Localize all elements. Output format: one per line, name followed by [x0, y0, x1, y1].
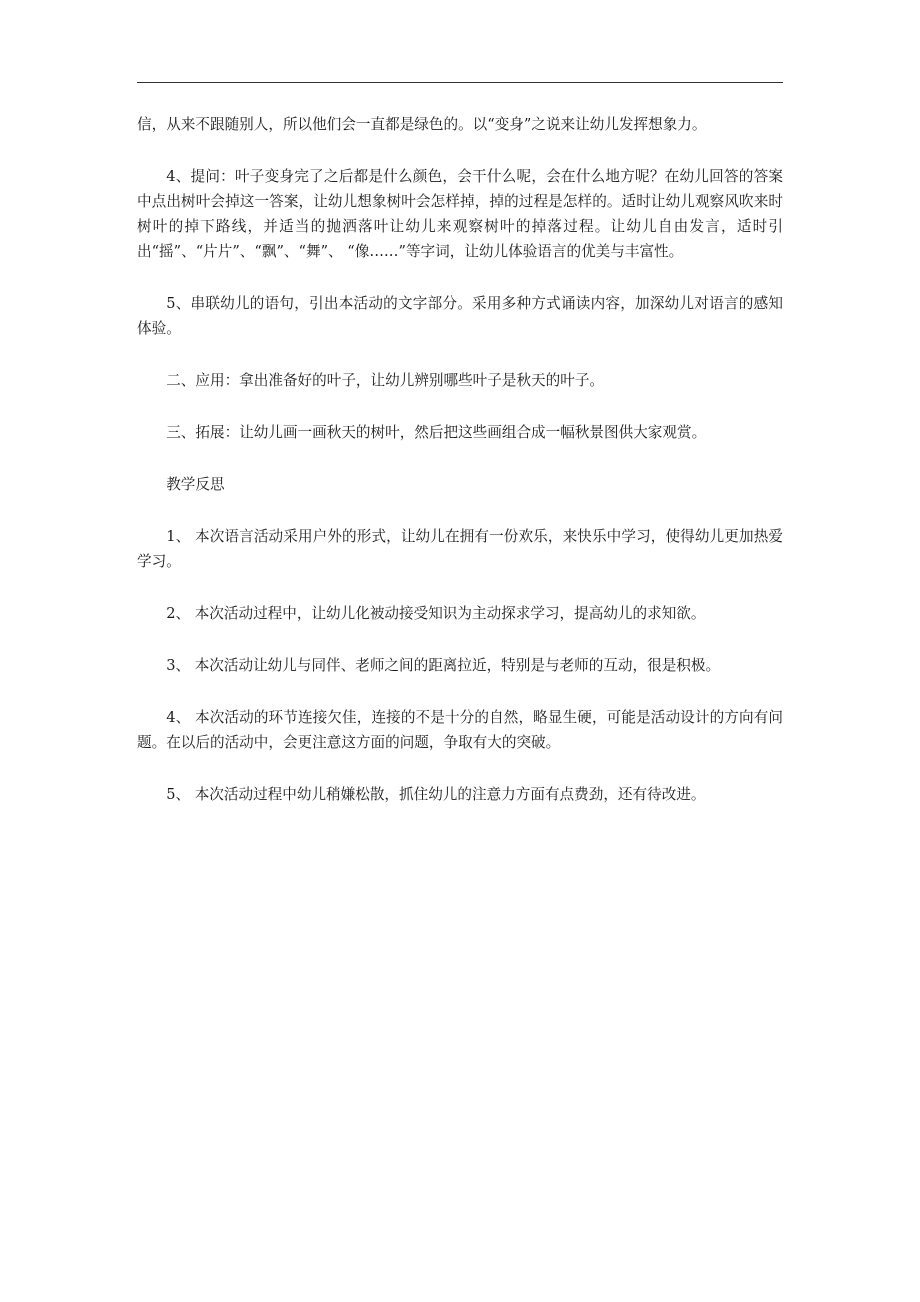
reflection-item-1: 1、 本次语言活动采用户外的形式，让幼儿在拥有一份欢乐，来快乐中学习，使得幼儿更加热爱学习。: [137, 528, 783, 570]
reflection-item-5: 5、 本次活动过程中幼儿稍嫌松散，抓住幼儿的注意力方面有点费劲，还有待改进。: [166, 786, 706, 803]
paragraph-step-4: 4、提问：叶子变身完了之后都是什么颜色，会干什么呢，会在什么地方呢？在幼儿回答的答案中点出树叶会掉这一答案，让幼儿想象树叶会怎样掉，掉的过程是怎样的。适时让幼儿观察风吹来时树叶的掉下路线，并适当的抛洒落叶让幼儿来观察树叶的掉落过程。让幼儿自由发言，适时引出“摇”、“片片”、“飘”、“舞”、 “像……”等字词，让幼儿体验语言的优美与丰富性。: [137, 168, 783, 260]
paragraph-application: 二、应用：拿出准备好的叶子，让幼儿辨别哪些叶子是秋天的叶子。: [166, 372, 605, 389]
paragraph-step-5: 5、串联幼儿的语句，引出本活动的文字部分。采用多种方式诵读内容，加深幼儿对语言的感知体验。: [137, 295, 783, 337]
paragraph-continuation: 信，从来不跟随别人，所以他们会一直都是绿色的。以“变身”之说来让幼儿发挥想象力。: [137, 116, 707, 133]
reflection-item-2: 2、 本次活动过程中，让幼儿化被动接受知识为主动探求学习，提高幼儿的求知欲。: [166, 605, 706, 622]
document-body: [137, 112, 783, 834]
paragraph-extension: 三、拓展：让幼儿画一画秋天的树叶，然后把这些画组合成一幅秋景图供大家观赏。: [166, 424, 707, 441]
reflection-item-3: 3、 本次活动让幼儿与同伴、老师之间的距离拉近，特别是与老师的互动，很是积极。: [166, 657, 721, 674]
reflection-item-4: 4、 本次活动的环节连接欠佳，连接的不是十分的自然，略显生硬，可能是活动设计的方向有问题。在以后的活动中，会更注意这方面的问题，争取有大的突破。: [137, 709, 783, 751]
header-rule: [137, 82, 783, 83]
section-heading-reflection: 教学反思: [166, 476, 225, 493]
